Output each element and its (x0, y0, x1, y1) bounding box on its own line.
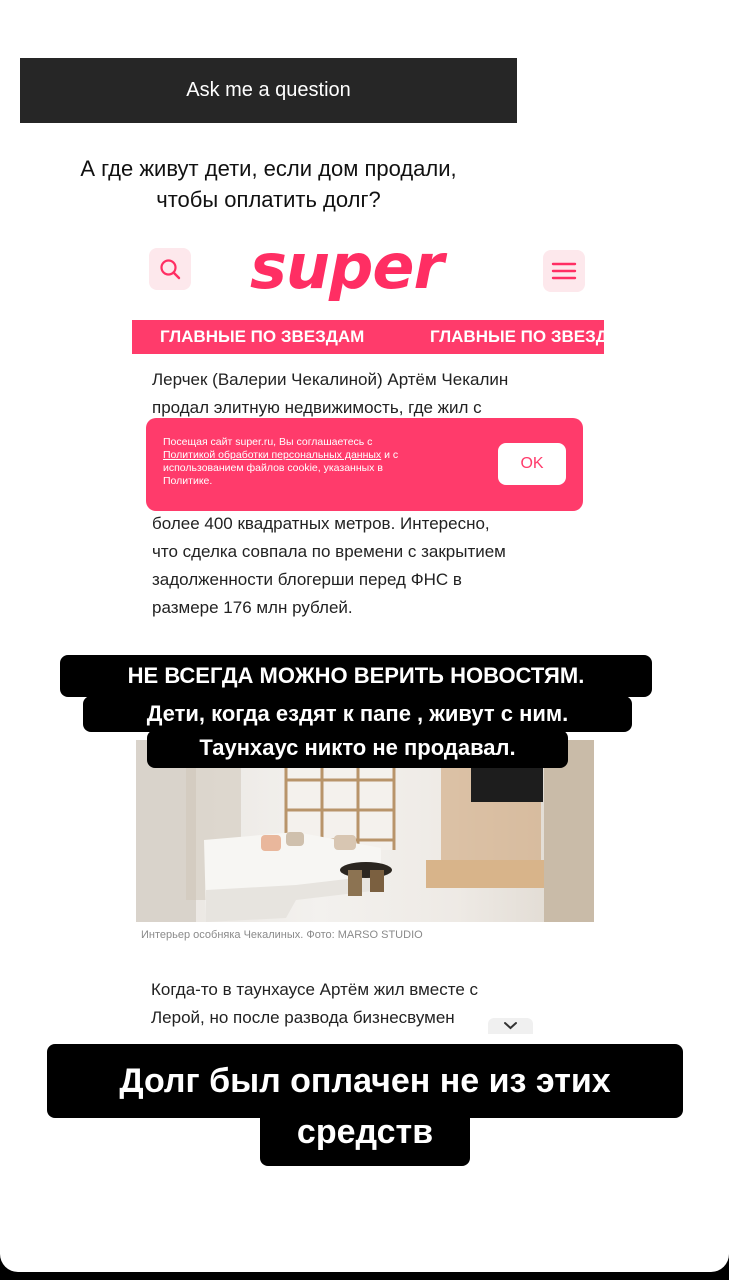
question-line: А где живут дети, если дом продали, (80, 156, 457, 181)
site-logo[interactable]: super (250, 230, 444, 303)
cookie-text-part: использованием файлов cookie, указанных в (163, 462, 383, 474)
question-line: чтобы оплатить долг? (156, 187, 381, 212)
sticker-line[interactable]: Таунхаус никто не продавал. (147, 730, 568, 768)
cookie-banner (146, 418, 583, 511)
article-line: Лерой, но после развода бизнесвумен (151, 1008, 455, 1027)
article-line: более 400 квадратных метров. Интересно, (152, 514, 490, 533)
menu-button[interactable] (543, 250, 585, 292)
sticker-line[interactable]: средств (260, 1110, 470, 1166)
privacy-policy-link[interactable]: Политикой обработки персональных данных (163, 449, 382, 461)
scroll-down-button[interactable] (488, 1018, 533, 1034)
search-button[interactable] (149, 248, 191, 290)
question-sticker-title: Ask me a question (20, 58, 517, 123)
article-text-after (151, 976, 478, 1032)
article-line: что сделка совпала по времени с закрытием (152, 542, 506, 561)
photo-caption: Интерьер особняка Чекалиных. Фото: MARSO STUDIO (141, 929, 423, 941)
search-icon (158, 257, 182, 281)
cookie-text-part: Политике. (163, 475, 213, 487)
cookie-ok-button[interactable]: OK (498, 443, 566, 485)
article-text (152, 510, 506, 622)
menu-icon (552, 261, 576, 281)
article-line: продал элитную недвижимость, где жил с (152, 398, 482, 417)
question-sticker[interactable] (20, 58, 517, 234)
article-line: задолженности блогерши перед ФНС в (152, 570, 462, 589)
sticker-line[interactable]: Дети, когда ездят к папе , живут с ним. (83, 696, 632, 732)
sticker-line[interactable]: НЕ ВСЕГДА МОЖНО ВЕРИТЬ НОВОСТЯМ. (60, 655, 652, 697)
article-line: Лерчек (Валерии Чекалиной) Артём Чекалин (152, 370, 509, 389)
cookie-text (163, 436, 483, 488)
ticker-item: ГЛАВНЫЕ ПО ЗВЕЗДАМ (160, 327, 365, 346)
article-text (152, 366, 508, 422)
cookie-text-part: Посещая сайт super.ru, Вы соглашаетесь с (163, 436, 373, 448)
question-text (20, 123, 517, 215)
article-line: Когда-то в таунхаусе Артём жил вместе с (151, 980, 479, 999)
article-line: размере 176 млн рублей. (152, 598, 353, 617)
chevron-down-icon (488, 1018, 533, 1034)
news-ticker[interactable] (132, 320, 635, 354)
cookie-text-part: и с (381, 449, 399, 461)
sticker-line[interactable]: Долг был оплачен не из этих (47, 1044, 683, 1118)
ticker-item: ГЛАВНЫЕ ПО ЗВЕЗДАМ (430, 327, 635, 346)
